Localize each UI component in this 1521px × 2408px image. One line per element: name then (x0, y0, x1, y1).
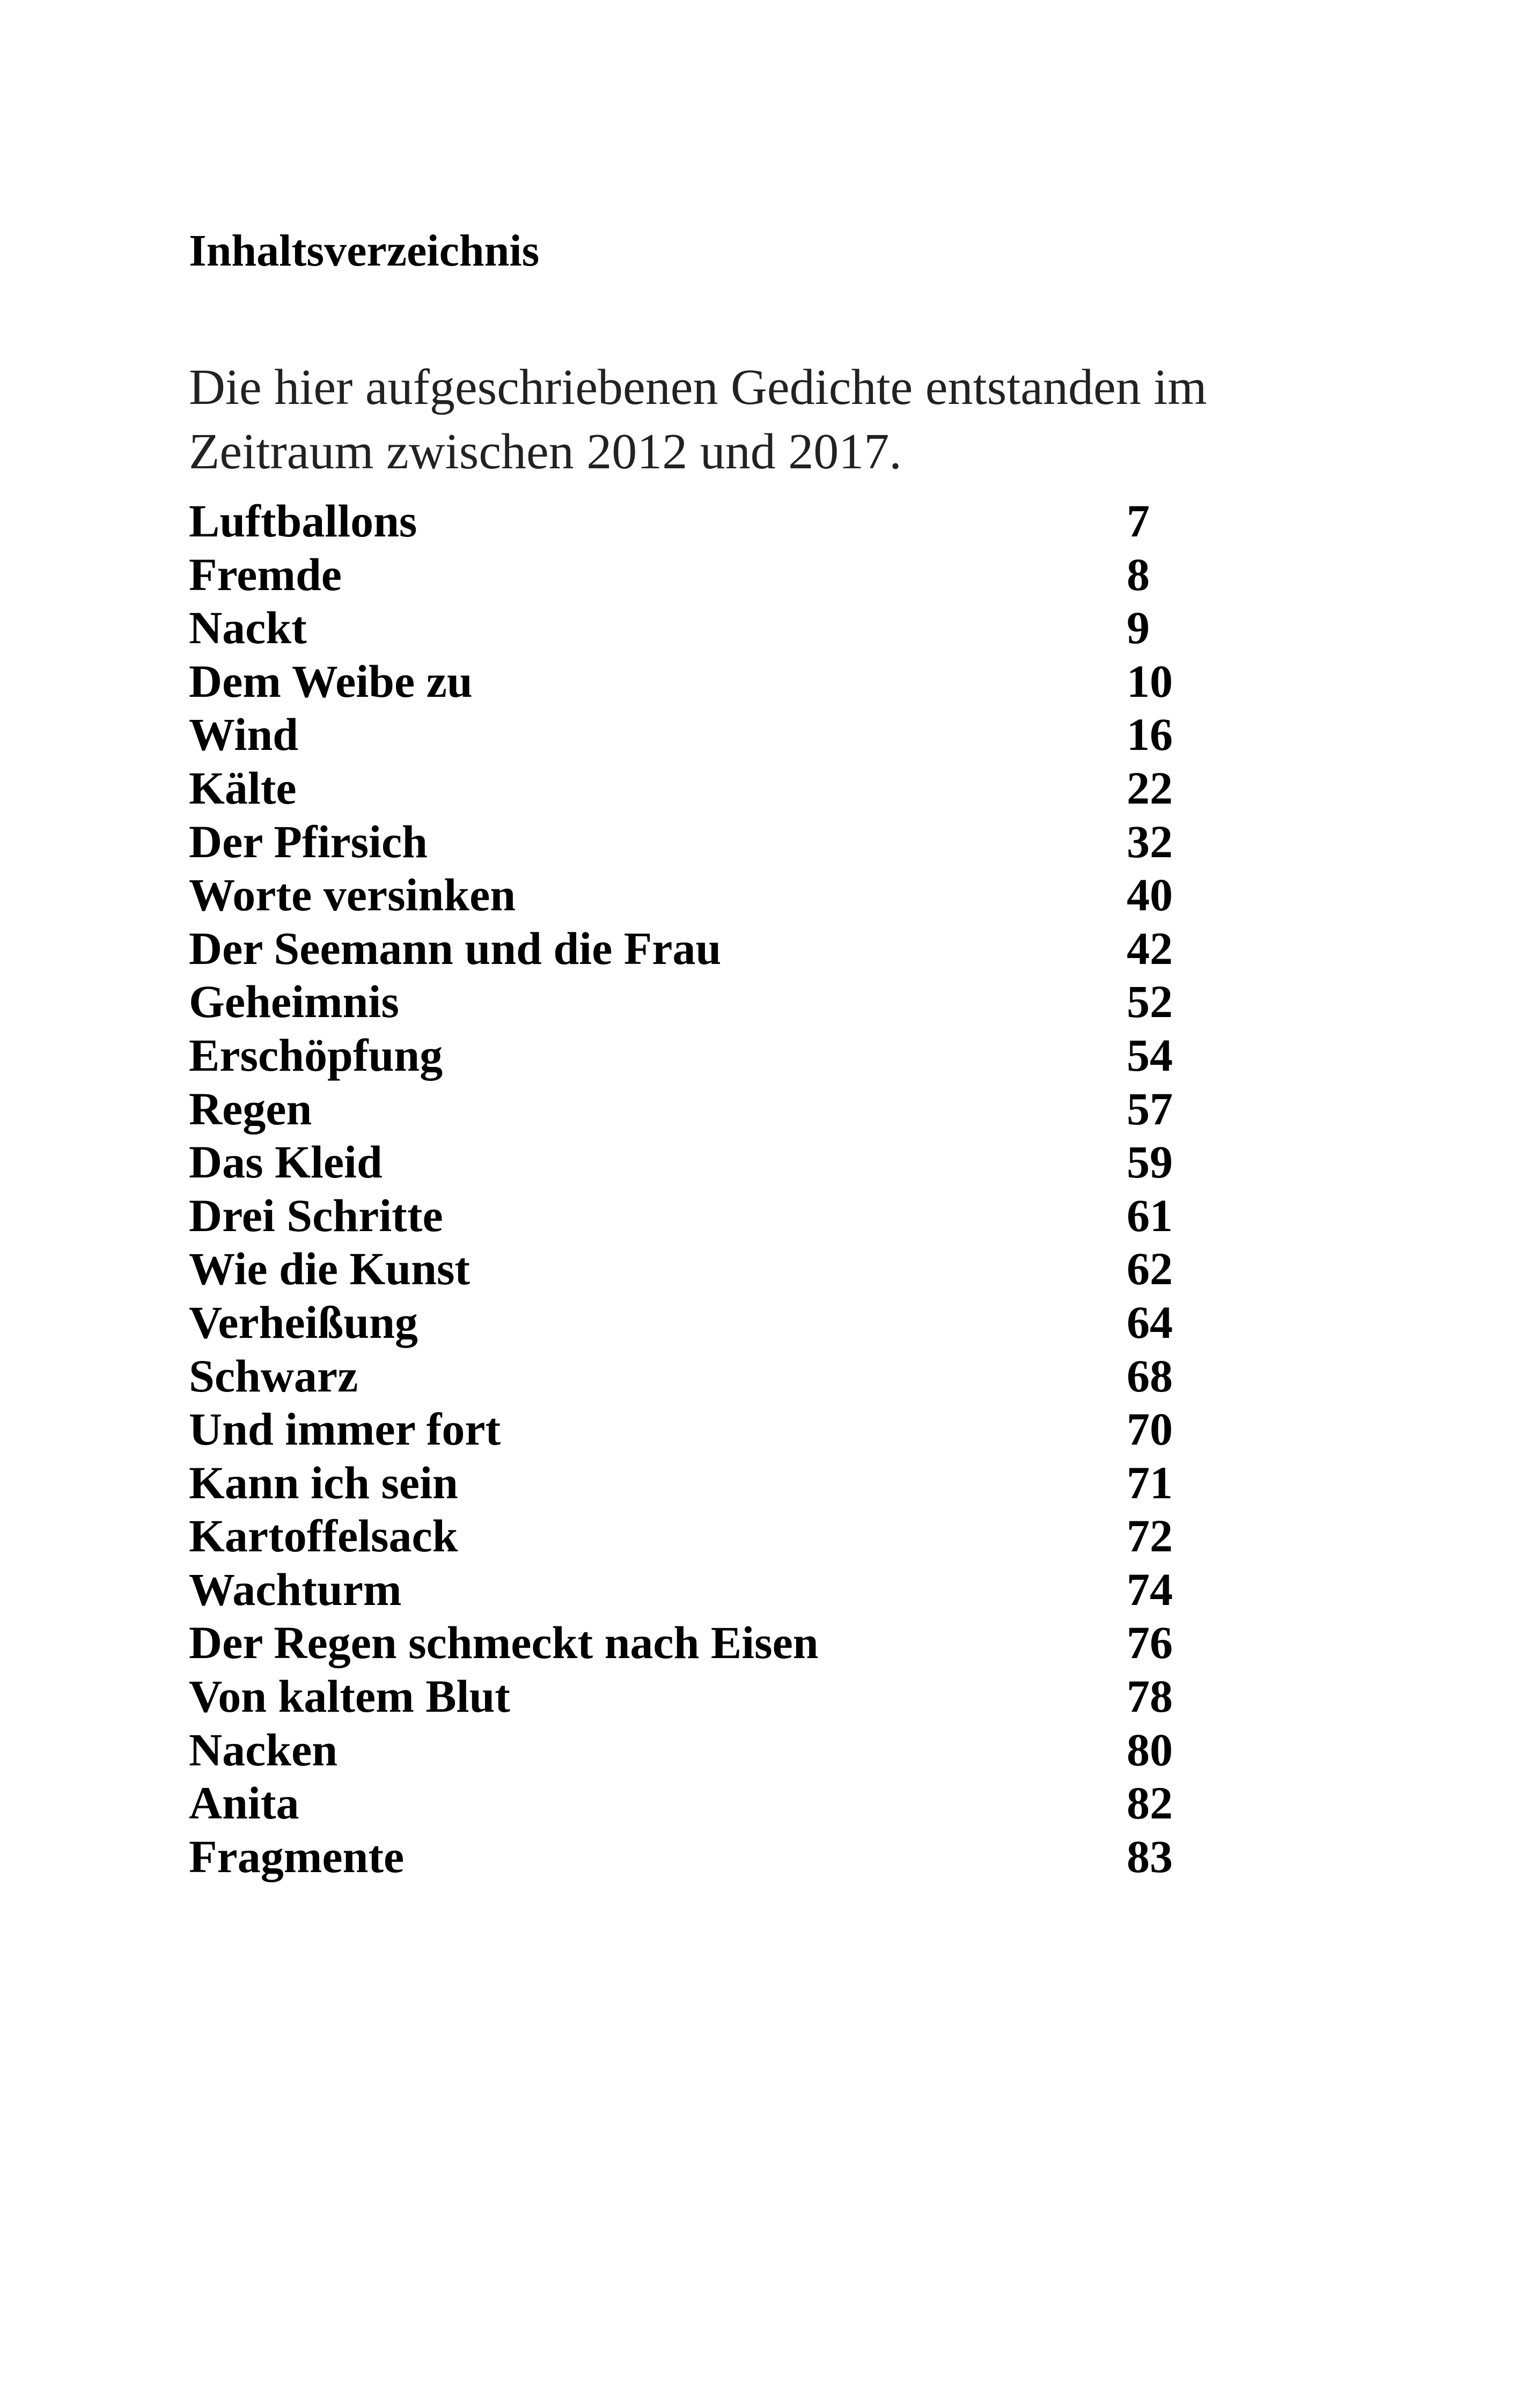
toc-entry (189, 1136, 1208, 1189)
table-of-contents (189, 495, 1208, 1883)
toc-entry-page: 7 (1127, 495, 1150, 547)
toc-entry-title: Wie die Kunst (189, 1243, 471, 1295)
intro-line: Zeitraum zwischen 2012 und 2017. (189, 424, 902, 480)
toc-entry-title: Fremde (189, 548, 342, 600)
toc-entry-page: 8 (1127, 548, 1150, 600)
toc-entry (189, 975, 1208, 1029)
toc-entry-page: 71 (1127, 1456, 1173, 1508)
toc-entry-title: Kann ich sein (189, 1456, 458, 1508)
toc-entry (189, 1616, 1208, 1670)
toc-entry (189, 1242, 1208, 1296)
toc-entry (189, 1563, 1208, 1617)
toc-entry-title: Geheimnis (189, 976, 399, 1028)
toc-entry-page: 64 (1127, 1296, 1173, 1348)
toc-entry-page: 68 (1127, 1350, 1173, 1402)
toc-entry-page: 10 (1127, 655, 1173, 707)
toc-entry-page: 52 (1127, 976, 1173, 1028)
toc-entry (189, 548, 1208, 602)
toc-entry (189, 1403, 1208, 1456)
toc-entry (189, 495, 1208, 548)
toc-entry-title: Der Seemann und die Frau (189, 922, 722, 974)
toc-entry-title: Luftballons (189, 495, 417, 547)
toc-entry-page: 32 (1127, 815, 1173, 867)
toc-entry-page: 54 (1127, 1029, 1173, 1081)
toc-entry-title: Von kaltem Blut (189, 1670, 510, 1722)
toc-entry (189, 1296, 1208, 1350)
toc-entry-title: Kälte (189, 762, 297, 814)
intro-line: Die hier aufgeschriebenen Gedichte entstanden im (189, 359, 1207, 415)
toc-entry (189, 762, 1208, 815)
toc-entry-page: 59 (1127, 1136, 1173, 1188)
toc-entry (189, 708, 1208, 762)
toc-entry (189, 1189, 1208, 1243)
toc-entry-title: Drei Schritte (189, 1189, 443, 1241)
toc-entry-title: Worte versinken (189, 869, 516, 921)
toc-entry (189, 1830, 1208, 1884)
toc-entry-page: 40 (1127, 869, 1173, 921)
toc-entry (189, 922, 1208, 976)
toc-entry-title: Kartoffelsack (189, 1510, 458, 1562)
toc-entry (189, 1777, 1208, 1830)
toc-entry-page: 74 (1127, 1563, 1173, 1615)
toc-entry-title: Nackt (189, 602, 307, 654)
toc-entry-page: 9 (1127, 602, 1150, 654)
toc-entry (189, 1509, 1208, 1563)
toc-entry-title: Erschöpfung (189, 1029, 443, 1081)
toc-entry (189, 1724, 1208, 1777)
toc-entry (189, 1083, 1208, 1136)
toc-entry-page: 61 (1127, 1189, 1173, 1241)
toc-entry-page: 72 (1127, 1510, 1173, 1562)
toc-entry (189, 815, 1208, 869)
page-title: Inhaltsverzeichnis (189, 226, 540, 276)
toc-entry (189, 601, 1208, 655)
toc-entry (189, 1029, 1208, 1083)
toc-entry-page: 57 (1127, 1083, 1173, 1135)
toc-entry-title: Das Kleid (189, 1136, 383, 1188)
toc-entry (189, 655, 1208, 709)
toc-entry-title: Der Regen schmeckt nach Eisen (189, 1617, 819, 1669)
toc-entry-title: Nacken (189, 1724, 338, 1776)
toc-entry-title: Und immer fort (189, 1403, 501, 1455)
toc-entry-page: 80 (1127, 1724, 1173, 1776)
toc-entry-page: 83 (1127, 1830, 1173, 1882)
toc-entry-page: 78 (1127, 1670, 1173, 1722)
toc-entry-page: 22 (1127, 762, 1173, 814)
toc-entry-title: Der Pfirsich (189, 815, 428, 867)
toc-entry-title: Anita (189, 1777, 299, 1829)
toc-entry (189, 1670, 1208, 1724)
toc-entry-page: 42 (1127, 922, 1173, 974)
toc-entry-title: Dem Weibe zu (189, 655, 473, 707)
toc-entry-title: Schwarz (189, 1350, 358, 1402)
toc-entry-page: 82 (1127, 1777, 1173, 1829)
intro-paragraph (189, 355, 1316, 484)
toc-entry-title: Wind (189, 709, 298, 761)
toc-entry-title: Regen (189, 1083, 312, 1135)
toc-entry-page: 76 (1127, 1617, 1173, 1669)
toc-entry-page: 62 (1127, 1243, 1173, 1295)
toc-entry-page: 70 (1127, 1403, 1173, 1455)
toc-entry-title: Fragmente (189, 1830, 405, 1882)
toc-entry (189, 1456, 1208, 1510)
toc-entry (189, 1350, 1208, 1403)
toc-entry-title: Verheißung (189, 1296, 418, 1348)
toc-entry (189, 868, 1208, 922)
toc-entry-title: Wachturm (189, 1563, 402, 1615)
toc-entry-page: 16 (1127, 709, 1173, 761)
